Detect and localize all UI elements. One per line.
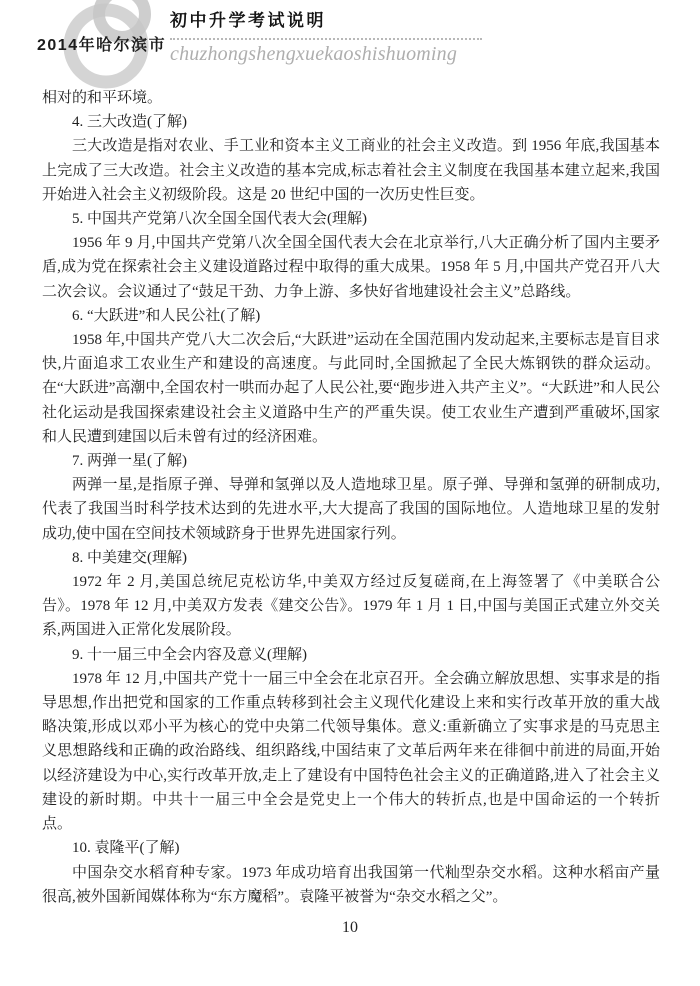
document-body xyxy=(42,86,660,909)
page-number: 10 xyxy=(342,919,358,936)
pinyin-subtitle: chuzhongshengxuekaoshishuoming xyxy=(170,43,458,65)
edition-label: 2014年哈尔滨市 xyxy=(37,37,167,54)
section-heading: 9. 十一届三中全会内容及意义(理解) xyxy=(72,646,307,663)
section-heading: 8. 中美建交(理解) xyxy=(72,549,187,566)
section-heading: 7. 两弹一星(了解) xyxy=(72,453,187,470)
paragraph: 中国杂交水稻育种专家。1973 年成功培育出我国第一代籼型杂交水稻。这种水稻亩产量很高,被外国新闻媒体称为“东方魔稻”。袁隆平被誉为“杂交水稻之父”。 xyxy=(42,864,660,905)
paragraph: 1956 年 9 月,中国共产党第八次全国全国代表大会在北京举行,八大正确分析了国内主要矛盾,成为党在探索社会主义建设道路过程中取得的重大成果。1958 年 5 月,中国共产党召开八大二次会议。会议通过了“鼓足干劲、力争上游、多快好省地建设社会主义”总路线。 xyxy=(42,235,660,300)
paragraph: 1972 年 2 月,美国总统尼克松访华,中美双方经过反复磋商,在上海签署了《中美联合公告》。1978 年 12 月,中美双方发表《建交公告》。1979 年 1 月 1 日,中国与美国正式建立外交关系,两国进入正常化发展阶段。 xyxy=(42,574,660,639)
paragraph: 三大改造是指对农业、手工业和资本主义工商业的社会主义改造。到 1956 年底,我国基本上完成了三大改造。社会主义改造的基本完成,标志着社会主义制度在我国基本建立起来,我国开始进入社会主义初级阶段。这是 20 世纪中国的一次历史性巨变。 xyxy=(42,138,660,203)
section-heading: 6. “大跃进”和人民公社(了解) xyxy=(72,307,261,324)
page-title: 初中升学考试说明 xyxy=(170,6,482,40)
header xyxy=(170,6,482,66)
paragraph: 两弹一星,是指原子弹、导弹和氢弹以及人造地球卫星。原子弹、导弹和氢弹的研制成功,代表了我国当时科学技术达到的先进水平,大大提高了我国的国际地位。人造地球卫星的发射成功,使中国在空间技术领域跻身于世界先进国家行列。 xyxy=(42,477,660,542)
section-heading: 10. 袁隆平(了解) xyxy=(72,840,180,857)
paragraph: 1978 年 12 月,中国共产党十一届三中全会在北京召开。全会确立解放思想、实事求是的指导思想,作出把党和国家的工作重点转移到社会主义现代化建设上来和实行改革开放的重大战略决策,形成以邓小平为核心的党中央第二代领导集体。意义:重新确立了实事求是的马克思主义思想路线和正确的政治路线、组织路线,中国结束了文革后两年来在徘徊中前进的局面,开始以经济建设为中心,实行改革开放,走上了建设有中国特色社会主义的正确道路,进入了社会主义建设的新时期。中共十一届三中全会是党史上一个伟大的转折点,也是中国命运的一个转折点。 xyxy=(42,670,660,833)
paragraph: 相对的和平环境。 xyxy=(42,90,163,106)
section-heading: 5. 中国共产党第八次全国全国代表大会(理解) xyxy=(72,211,367,228)
section-heading: 4. 三大改造(了解) xyxy=(72,114,187,131)
paragraph: 1958 年,中国共产党八大二次会后,“大跃进”运动在全国范围内发动起来,主要标志是盲目求快,片面追求工农业生产和建设的高速度。与此同时,全国掀起了全民大炼钢铁的群众运动。在“大跃进”高潮中,全国农村一哄而办起了人民公社,要“跑步进入共产主义”。“大跃进”和人民公社化运动是我国探索建设社会主义道路中生产的严重失误。使工农业生产遭到严重破坏,国家和人民遭到建国以后未曾有过的经济困难。 xyxy=(42,332,660,445)
